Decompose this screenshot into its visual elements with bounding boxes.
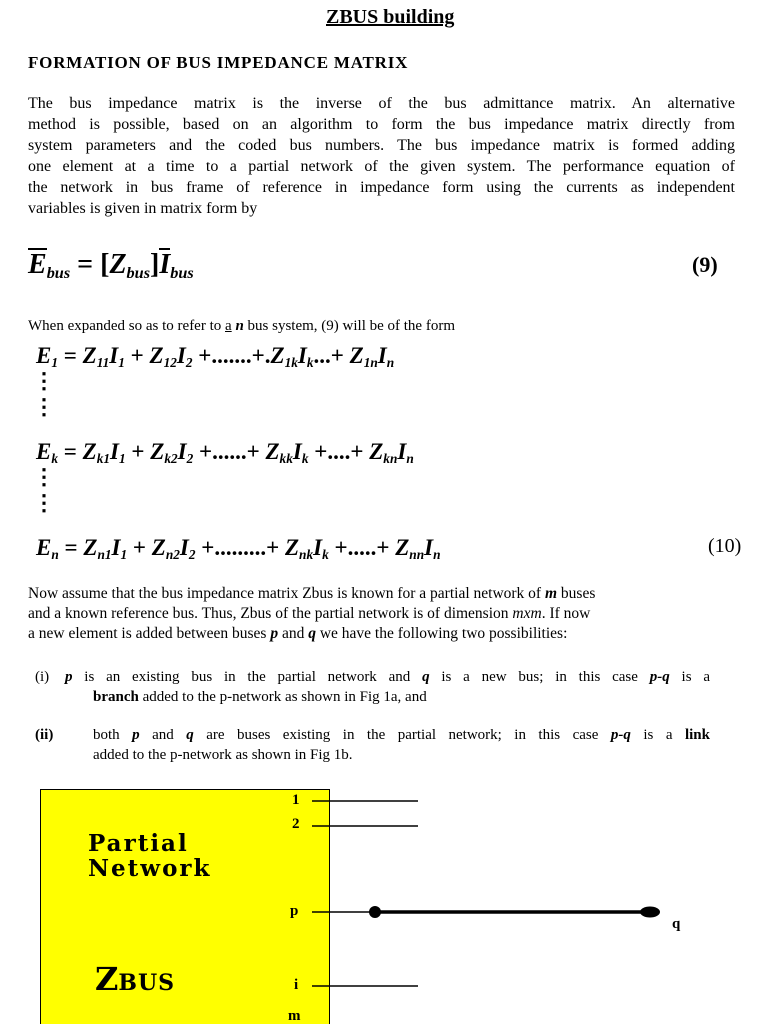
math-symbol: I2 [176,343,193,371]
text-run: added to the p-network as shown in Fig 1a, and [138,689,427,705]
text-run: a new element is added between buses [28,625,271,642]
text-run: +.....+ [328,535,396,560]
text-run: p-q [610,727,631,743]
bus-label-q: q [672,916,681,932]
equation-9 [28,244,194,289]
subscript: k [322,547,329,563]
subscript: n [433,547,441,563]
text-run: and [278,625,309,642]
text-run: + [125,439,151,464]
math-symbol: I1 [109,343,125,371]
text-run: +......+ [193,439,266,464]
subscript: 2 [185,355,193,371]
text-run: p [132,727,140,743]
text-run: n [235,318,244,334]
vertical-dots: ⋮ [33,464,55,489]
equation-en [36,532,440,567]
subscript: kn [383,451,398,467]
bus-label-2: 2 [292,816,300,832]
math-symbol: I1 [110,439,126,467]
bus-label-1: 1 [292,792,300,808]
subscript: 1 [120,547,128,563]
text-run: = [58,535,84,560]
partial-network-box [40,789,330,1024]
zbus-bus: BUS [118,970,176,996]
text-run: + [124,343,150,368]
case-label-ii: (ii) [35,727,54,743]
equation-e1 [36,340,394,375]
paragraph-line: one element at a time to a partial network of the given system. The performance equation of [28,158,735,175]
subscript: 1 [118,451,126,467]
subscript: k1 [96,451,111,467]
subscript: 1k [284,355,298,371]
section-heading: FORMATION OF BUS IMPEDANCE MATRIX [28,53,409,72]
text-run: mxm [512,605,542,622]
text-run: and [139,727,187,743]
math-symbol: Zbus [109,249,151,283]
text-run: both [93,727,133,743]
math-symbol: In [424,535,441,563]
case-ii-line [93,745,353,765]
case-ii-line [93,725,710,745]
text-run: ...+ [313,343,350,368]
math-symbol: I1 [111,535,128,563]
bus-label-m: m [288,1008,301,1024]
text-run: link [684,727,710,743]
math-symbol: I2 [177,439,194,467]
subscript: 2 [188,547,196,563]
text-run: q [186,727,194,743]
text-run: added to the p-network as shown in Fig 1b. [93,747,353,763]
text-run: and a known reference bus. Thus, Zbus of the partial network is of dimension [28,605,513,622]
subscript: k [301,451,309,467]
text-run: is a [669,669,710,685]
subscript: 11 [96,355,110,371]
text-run: = [58,343,83,368]
text-run: bus system, (9) will be of the form [243,318,455,334]
bus-label-i: i [294,977,299,993]
vertical-dots: ⋮ [33,490,55,515]
math-symbol: Zk1 [82,439,111,467]
paragraph-line: method is possible, based on an algorithm to form the bus impedance matrix directly from [28,116,735,133]
math-symbol: Ik [292,439,309,467]
text-run: ] [150,249,160,280]
subscript: n [406,451,414,467]
subscript: bus [46,264,71,283]
paragraph-line: variables is given in matrix form by [28,200,258,217]
paragraph-line: system parameters and the coded bus numbers. The bus impedance matrix is formed adding [28,137,735,154]
math-symbol: Zkn [369,439,398,467]
math-symbol [28,249,71,283]
math-symbol: Zk2 [150,439,178,467]
math-symbol: Ik [313,535,329,563]
text-run: +.......+. [192,343,271,368]
math-symbol: Znn [395,535,425,563]
text-run: p [65,669,73,685]
paragraph-line: the network in bus frame of reference in impedance form using the currents as independent [28,179,735,196]
text-run: m [544,585,558,602]
subscript: nn [409,547,425,563]
text-run: are buses existing in the partial network; in this case [193,727,611,743]
case-i-line [93,687,427,707]
node-q-dot [640,907,660,918]
subscript: bus [170,264,194,283]
zbus-z: Z [95,960,119,998]
node-p-dot [369,906,381,918]
subscript: n [386,355,395,371]
vertical-dots: ⋮ [33,368,55,393]
math-symbol: Znk [284,535,314,563]
equation-ek [36,436,414,471]
text-run: q [422,669,430,685]
text-run: = [58,439,83,464]
math-symbol: Zn1 [83,535,112,563]
math-symbol: In [397,439,414,467]
case-i-line [65,667,710,687]
text-run: = [ [70,249,110,280]
paragraph-line [28,604,590,624]
subscript: nk [299,547,314,563]
math-symbol: En [36,535,59,563]
bus-label-p: p [290,903,299,919]
text-run: branch [93,689,139,705]
text-run: we have the following two possibilities: [315,625,568,642]
math-symbol: Ek [36,439,59,467]
case-label-i: (i) [35,669,50,685]
subscript: k2 [164,451,178,467]
subscript: kk [279,451,293,467]
subscript: n2 [165,547,180,563]
subscript: 1n [363,355,378,371]
equation-number-10: (10) [708,535,742,557]
math-symbol: Zkk [265,439,293,467]
page-title: ZBUS building [326,6,455,28]
math-symbol [159,249,194,283]
subscript: 1 [51,355,59,371]
subscript: k [306,355,314,371]
math-symbol: Z1n [349,343,378,371]
text-run: +.........+ [195,535,285,560]
vertical-dots: ⋮ [33,394,55,419]
text-run: Now assume that the bus impedance matrix Zbus is known for a partial network of [28,585,545,602]
subscript: 1 [118,355,125,371]
intro-paragraph [28,93,735,219]
subscript: 2 [186,451,194,467]
math-symbol: Ik [297,343,314,371]
subscript: n1 [97,547,112,563]
text-run: p-q [649,669,670,685]
text-run: buses [557,585,596,602]
math-symbol: E1 [36,343,59,371]
text-run: is a [630,727,685,743]
text-run: +....+ [308,439,370,464]
math-symbol: Z12 [149,343,177,371]
text-run: . If now [541,605,591,622]
subscript: bus [126,264,151,283]
overlined-symbol: E [28,249,47,280]
subscript: k [51,451,59,467]
math-symbol: I2 [179,535,196,563]
subscript: 12 [163,355,177,371]
text-run: q [308,625,316,642]
math-symbol: Z11 [82,343,110,371]
subscript: n [51,547,59,563]
math-symbol: Zn2 [151,535,180,563]
text-run: + [127,535,152,560]
figure-label-network: Network [88,855,212,882]
text-run: is a new bus; in this case [429,669,650,685]
math-symbol: In [377,343,395,371]
paragraph-line: The bus impedance matrix is the inverse of the bus admittance matrix. An alternative [28,95,735,112]
text-run: is an existing bus in the partial network and [72,669,423,685]
zbus-label [95,960,175,998]
paragraph-line [28,584,595,604]
overlined-symbol: I [159,249,171,280]
figure-label-partial: Partial [88,830,189,857]
text-run: a [225,318,232,334]
paragraph-line [28,624,567,644]
text-run: p [270,625,279,642]
expansion-sentence [28,316,455,336]
equation-number-9: (9) [692,252,718,277]
text-run: When expanded so as to refer to [28,318,226,334]
math-symbol: Z1k [270,343,298,371]
